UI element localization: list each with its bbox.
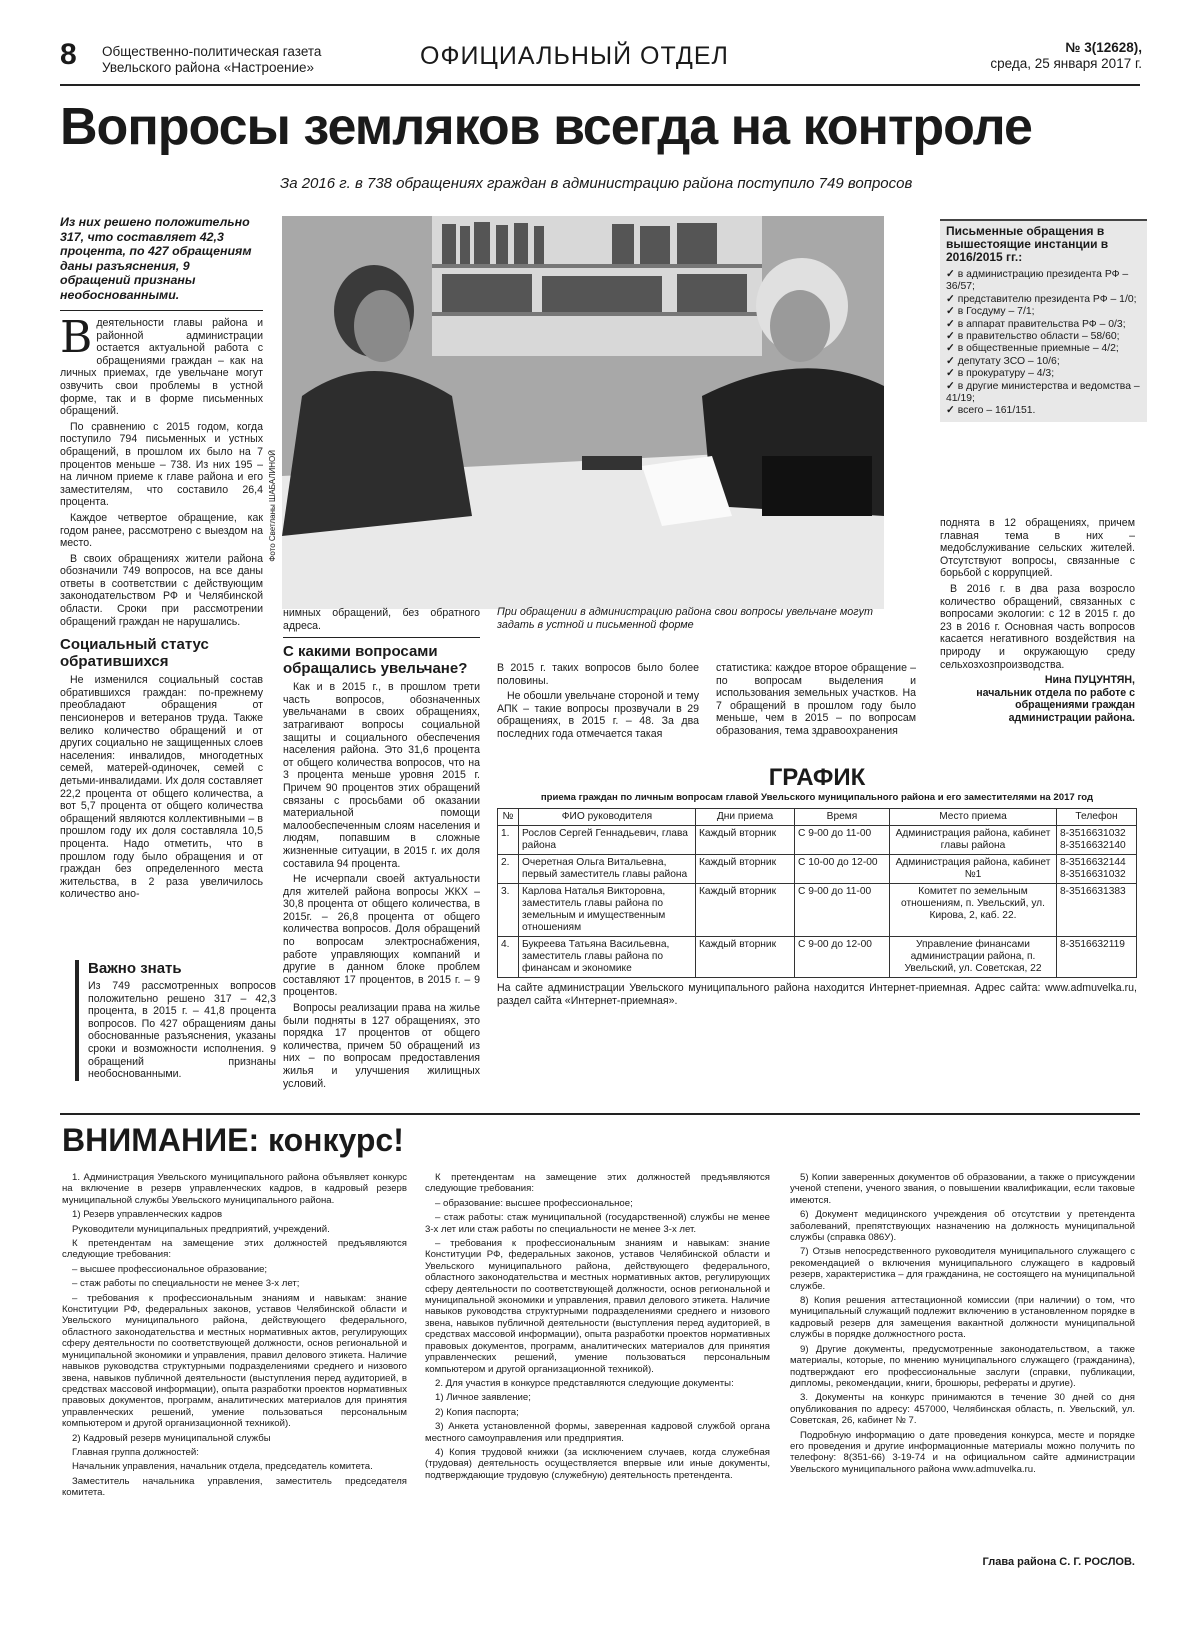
list-item: ✓ депутату ЗСО – 10/6; (946, 355, 1060, 367)
cell-place: Управление финансами администрации района, п. Увельский, ул. Советская, 22 (890, 937, 1057, 978)
section-title: ОФИЦИАЛЬНЫЙ ОТДЕЛ (420, 42, 729, 70)
paragraph: К претендентам на замещение этих должностей предъявляются следующие требования: (425, 1172, 770, 1195)
table-row (498, 884, 1137, 937)
paragraph: Не обошли увельчане стороной и тему АПК – такие вопросы прозвучали в 29 обращениях, в 2015 г. – 48. За два последних года отмечается такая (497, 690, 699, 740)
paragraph: – требования к профессиональным знаниям и навыкам: знание Конституции РФ, федеральных законов, уставов Челябинской области и Увельского муниципального района, действующего федерального, областного законодательства и местных нормативных актов, регулирующих сферу деятельности по соответствующей должности, основ региональной и муниципальной экономики и управления, правил делового этикета. Наличие навыков руководства структурными подразделениями среднего и низового звена, навыков публичной деятельности (выступления перед аудиторией, в средствах массовой информации), опыта разработки проектов нормативных правовых документов, программ, аналитических материалов для принятия управленческих решений, умение пользоваться персональным компьютером и другой организационной техникой). (425, 1238, 770, 1375)
paragraph: Подробную информацию о дате проведения конкурса, месте и порядке его проведения и другие информационные материалы можно получить по телефону: 8(351-66) 3-19-74 и на официальном сайте администрации Увельского муниципального района www.admuvelka.ru. (790, 1429, 1135, 1475)
list-item: ✓ в аппарат правительства РФ – 0/3; (946, 318, 1126, 330)
column-header: Дни приема (696, 809, 795, 826)
column-header: № (498, 809, 519, 826)
photo-credit: Фото Светланы ШАБАЛИНОЙ (268, 450, 277, 562)
check-icon: ✓ (946, 269, 955, 280)
paragraph: Не исчерпали своей актуальности для жителей района вопросы ЖКХ – 30,8 процента от общего количества, в 2015г. – 26,8 процента от общего количества вопросов. Доля обращений по вопросам электроснабжения, работе управляющих компаний и другие в данном блоке проблем составляют 17 процентов, в 2015 г. – 9 процентов. (283, 873, 480, 999)
contest-column-2 (425, 1172, 770, 1484)
photo-caption: При обращении в администрацию района свои вопросы увельчане могут задать в устной и письменной форме (497, 606, 873, 631)
newspaper-name-line2: Увельского района «Настроение» (102, 60, 315, 75)
article-photo (282, 216, 884, 609)
paragraph: 2. Для участия в конкурсе представляются следующие документы: (435, 1377, 734, 1389)
cell-phone: 8-3516632144 8-3516631032 (1057, 855, 1137, 884)
cell-name: Рослов Сергей Геннадьевич, глава района (519, 826, 696, 855)
paragraph: Вопросы реализации права на жилье были подняты в 127 обращениях, это порядка 17 процентов от общего количества, причем 50 обращений из них – по вопросам предоставления жилья и улучшения жилищных условий. (283, 1002, 480, 1090)
list-item: ✓ в Госдуму – 7/1; (946, 306, 1035, 318)
paragraph: Главная группа должностей: (72, 1446, 199, 1458)
paragraph: 3) Анкета установленной формы, заверенная кадровой службой органа местного самоуправления или предприятия. (425, 1421, 770, 1444)
schedule-title: ГРАФИК (768, 764, 866, 791)
contest-rule (60, 1113, 1140, 1115)
check-icon: ✓ (946, 368, 955, 380)
topics-divider (283, 637, 480, 638)
sidebar-box (940, 219, 1147, 422)
list-item: ✓ представителю президента РФ – 1/0; (946, 293, 1137, 305)
schedule-note: На сайте администрации Увельского муниципального района находится Интернет-приемная. Адрес сайта: www.admuvelka.ru, раздел сайта «Интернет-приемная». (497, 982, 1137, 1007)
table-row (498, 855, 1137, 884)
paragraph: 4) Копия трудовой книжки (за исключением случаев, когда служебная (трудовая) деятельность осуществляется впервые или иные документы, подтверждающие трудовую (служебную) деятельность претендента. (425, 1446, 770, 1481)
column-header: ФИО руководителя (519, 809, 696, 826)
check-icon: ✓ (946, 331, 955, 343)
paragraph: нимных обращений, без обратного адреса. (283, 607, 480, 632)
photo-illustration (282, 216, 884, 609)
paragraph: Заместитель начальника управления, заместитель председателя комитета. (62, 1475, 407, 1499)
article-column-4 (716, 662, 916, 741)
sidebar-list (946, 269, 1141, 418)
paragraph: 1) Резерв управленческих кадров (72, 1209, 223, 1221)
cell-days: Каждый вторник (696, 855, 795, 884)
signature-title: начальник отдела по работе с обращениями граждан администрации района. (976, 686, 1135, 724)
check-icon: ✓ (946, 293, 955, 305)
list-item: ✓ в прокуратуру – 4/3; (946, 368, 1055, 380)
cell-phone: 8-3516632119 (1057, 937, 1137, 978)
list-item: ✓ в правительство области – 58/60; (946, 331, 1120, 343)
paragraph: деятельности главы района и районной администрации остается актуальной работа с обращениями граждан – как на личных приемах, где увельчане могут озвучить свои проблемы в устной форме, так и в форме письменных обращений. (60, 317, 263, 418)
cell-place: Администрация района, кабинет №1 (890, 855, 1057, 884)
cell-number: 1. (498, 826, 519, 855)
article-column-3 (497, 662, 699, 744)
issue-number: № 3(12628), (1065, 40, 1142, 55)
cell-number: 4. (498, 937, 519, 978)
list-item: ✓ в администрацию президента РФ – 36/57; (946, 269, 1129, 293)
cell-name: Очеретная Ольга Витальевна, первый заместитель главы района (519, 855, 696, 884)
paragraph: – стаж работы: стаж муниципальной (государственной) службы не менее 3-х лет или стаж работы по специальности не менее 3-х лет. (425, 1212, 770, 1235)
paragraph: Как и в 2015 г., в прошлом трети часть вопросов, обозначенных увельчанами в своих обращениях, затрагивают вопросы социальной защиты и социального обеспечения населения района. Это 31,6 процента от общего количества вопросов, что на 3 процента меньше уровня 2015 г. Причем 90 процентов этих обращений связаны с просьбами об оказании материальной помощи малообеспеченным слоям населения и людям, попавшим в сложные жизненные ситуации, в 2015 г. их доля составила 94 процента. (283, 681, 480, 870)
schedule-subtitle: приема граждан по личным вопросам главой Увельского муниципального района и его заместителями на 2017 год (540, 792, 1094, 803)
check-icon: ✓ (946, 380, 955, 392)
cell-phone: 8-3516631383 (1057, 884, 1137, 937)
cell-place: Комитет по земельным отношениям, п. Увельский, ул. Кирова, 2, каб. 22. (890, 884, 1057, 937)
column-header: Место приема (890, 809, 1057, 826)
newspaper-name (102, 44, 382, 76)
issue-date: среда, 25 января 2017 г. (990, 56, 1142, 71)
column-header: Телефон (1057, 809, 1137, 826)
schedule-block (497, 765, 1137, 1007)
article-column-1 (60, 215, 263, 904)
cell-time: С 9-00 до 11-00 (795, 826, 890, 855)
cell-days: Каждый вторник (696, 826, 795, 855)
contest-signature: Глава района С. Г. РОСЛОВ. (982, 1556, 1135, 1568)
paragraph: Начальник управления, начальник отдела, председатель комитета. (72, 1461, 373, 1473)
paragraph: – высшее профессиональное образование; (72, 1263, 268, 1275)
cell-days: Каждый вторник (696, 937, 795, 978)
paragraph: Каждое четвертое обращение, как годом ранее, рассмотрено с выездом на место. (60, 511, 263, 550)
paragraph: 9) Другие документы, предусмотренные законодательством, а также материалы, которые, по мнению муниципального служащего (гражданина), подтверждают его профессиональные заслуги (справки, публикации, дипломы, рекомендации, книги, брошюры, рефераты и другие). (790, 1343, 1135, 1389)
column-header: Время (795, 809, 890, 826)
paragraph: поднята в 12 обращениях, причем главная тема в них – медобслуживание сельских жителей. Отсутствуют вопросы, связанные с борьбой с коррупцией. (940, 517, 1135, 580)
dropcap: В (60, 312, 93, 363)
paragraph: К претендентам на замещение этих должностей предъявляются следующие требования: (62, 1238, 407, 1261)
article-column-5 (940, 517, 1135, 725)
paragraph: Руководители муниципальных предприятий, учреждений. (72, 1223, 330, 1235)
article-column-2 (283, 607, 480, 1093)
contest-column-1 (62, 1172, 407, 1502)
check-icon: ✓ (946, 343, 955, 355)
important-title: Важно знать (88, 960, 182, 977)
cell-time: С 9-00 до 12-00 (795, 937, 890, 978)
important-text: Из 749 рассмотренных вопросов положительно решено 317 – 42,3 процента, в 2015 г. – 41,8 процента вопросов. По 427 обращениям даны обоснованные разъяснения, указаны сроки и возможности исполнения. 9 обращений признаны необоснованными. (88, 980, 276, 1081)
table-header-row (498, 809, 1137, 826)
paragraph: Не изменился социальный состав обратившихся граждан: по-прежнему преобладают обращения от пенсионеров и ветеранов труда. Также велико количество обращений и от других социально не защищенных слоев населения: инвалидов, многодетных семей, матерей-одиночек, семей с детьми-инвалидами. Их доля составляет 22,2 процента от общего количества, а вот 5,7 процента от общего количества обращений являются коллективными – в прошлом году их доля составляла 10,5 процента. Надо отметить, что в прошлом году было обращения и от граждан без определенного места жительства, в 2 раза увеличилось количество ано- (60, 674, 263, 901)
header-rule (60, 84, 1140, 86)
paragraph: В своих обращениях жители района обозначили 749 вопросов, на все даны ответы в соответствии с действующим законодательством РФ и Челябинской области. Сроки при рассмотрении обращений граждан не нарушались. (60, 552, 263, 628)
paragraph: – стаж работы по специальности не менее 3-х лет; (72, 1278, 300, 1290)
paragraph: По сравнению с 2015 годом, когда поступило 794 письменных и устных обращений, в прошлом их было на 7 процентов меньше – 738. Из них 195 – на личном приеме к главе района и его заместителям, что составило 26,4 процента. (60, 420, 263, 509)
schedule-table (497, 808, 1137, 978)
cell-name: Карлова Наталья Викторовна, заместитель главы района по земельным и имущественным отношениям (519, 884, 696, 937)
table-row (498, 937, 1137, 978)
signature-name: Нина ПУЦУНТЯН, (1044, 674, 1135, 687)
list-item: ✓ в другие министерства и ведомства – 41/19; (946, 380, 1140, 405)
list-item: ✓ в общественные приемные – 4/2; (946, 343, 1119, 355)
check-icon: ✓ (946, 355, 955, 367)
topics-heading: С какими вопросами обращались увельчане? (283, 643, 468, 678)
cell-number: 3. (498, 884, 519, 937)
article-lead: Из них решено положительно 317, что составляет 42,3 процента, по 427 обращениям даны разъяснения, 9 обращений признаны необоснованными. (60, 215, 252, 302)
paragraph: В 2016 г. в два раза возросло количество обращений, связанных с вопросами экологии: с 12 в 2015 г. до 23 в 2016 г. Основная часть вопросов касается негативного воздействия на природу и окружающую среду сельхозхозпроизводства. (940, 582, 1135, 671)
paragraph: 1) Личное заявление; (435, 1392, 531, 1404)
cell-place: Администрация района, кабинет главы района (890, 826, 1057, 855)
article-subhead: За 2016 г. в 738 обращениях граждан в администрацию района поступило 749 вопросов (280, 175, 913, 192)
sidebar-title: Письменные обращения в вышестоящие инстанции в 2016/2015 гг.: (946, 224, 1109, 264)
newspaper-name-line1: Общественно-политическая газета (102, 44, 322, 59)
paragraph: 3. Документы на конкурс принимаются в течение 30 дней со дня опубликования по адресу: 457000, Челябинская область, п. Увельский, ул. Советская, 26, кабинет № 7. (790, 1392, 1135, 1427)
table-row (498, 826, 1137, 855)
paragraph: статистика: каждое второе обращение – по вопросам выделения и использования земельных участков. На 7 обращений в прошлом году было меньше, чем в 2015 – по вопросам образования, тема здравоохранения (716, 662, 916, 737)
check-icon: ✓ (946, 405, 955, 417)
paragraph: 1. Администрация Увельского муниципального района объявляет конкурс на включение в резерв управленческих кадров, в кадровый резерв муниципальной службы Увельского муниципального района. (62, 1172, 407, 1206)
paragraph: – требования к профессиональным знаниям и навыкам: знание Конституции РФ, федеральных законов, уставов Челябинской области и Увельского муниципального района, действующего федерального, областного законодательства и местных нормативных актов, регулирующих сферу деятельности по соответствующей должности, основ региональной и муниципальной экономики и управления, правил делового этикета. Наличие навыков руководства структурными подразделениями среднего и низового звена, навыков публичной деятельности (выступления перед аудиторией, в средствах массовой информации), опыта разработки проектов нормативных правовых документов, программ, аналитических материалов для принятия управленческих решений, умение пользоваться персональным компьютером и другой организационной техникой). (62, 1292, 407, 1430)
cell-phone: 8-3516631032 8-3516632140 (1057, 826, 1137, 855)
important-box (75, 960, 276, 1081)
check-icon: ✓ (946, 306, 955, 318)
article-signature (940, 674, 1135, 724)
lead-divider (60, 310, 263, 311)
issue-info (890, 40, 1142, 72)
contest-title: ВНИМАНИЕ: конкурс! (62, 1122, 404, 1158)
paragraph: 2) Кадровый резерв муниципальной службы (72, 1432, 271, 1444)
paragraph: В 2015 г. таких вопросов было более половины. (497, 662, 699, 687)
paragraph: – образование: высшее профессиональное; (435, 1197, 633, 1209)
cell-number: 2. (498, 855, 519, 884)
list-item: ✓ всего – 161/151. (946, 405, 1036, 417)
page-number: 8 (60, 38, 77, 71)
cell-time: С 9-00 до 11-00 (795, 884, 890, 937)
cell-name: Букреева Татьяна Васильевна, заместитель главы района по финансам и экономике (519, 937, 696, 978)
contest-column-3 (790, 1172, 1135, 1478)
paragraph: 2) Копия паспорта; (435, 1406, 519, 1418)
paragraph: 7) Отзыв непосредственного руководителя муниципального служащего с рекомендацией о включения муниципального служащего в кадровый резерв, характеристика – для гражданина, не состоящего на муниципальной службе. (790, 1246, 1135, 1292)
article-headline: Вопросы земляков всегда на контроле (60, 98, 1032, 156)
check-icon: ✓ (946, 318, 955, 330)
social-status-heading: Социальный статус обратившихся (60, 636, 209, 671)
cell-time: С 10-00 до 12-00 (795, 855, 890, 884)
paragraph: 8) Копия решения аттестационной комиссии (при наличии) о том, что муниципальный служащий подлежит включению в установленном порядке в кадровый резерв для замещения вакантной должности муниципальной службы в порядке должностного роста. (790, 1295, 1135, 1341)
paragraph: 6) Документ медицинского учреждения об отсутствии у претендента заболеваний, препятствующих назначению на должность муниципальной службы (справка 086У). (790, 1209, 1135, 1244)
paragraph: 5) Копии заверенных документов об образовании, а также о присуждении ученой степени, ученого звания, о повышении квалификации, если таковые имеются. (790, 1172, 1135, 1206)
cell-days: Каждый вторник (696, 884, 795, 937)
